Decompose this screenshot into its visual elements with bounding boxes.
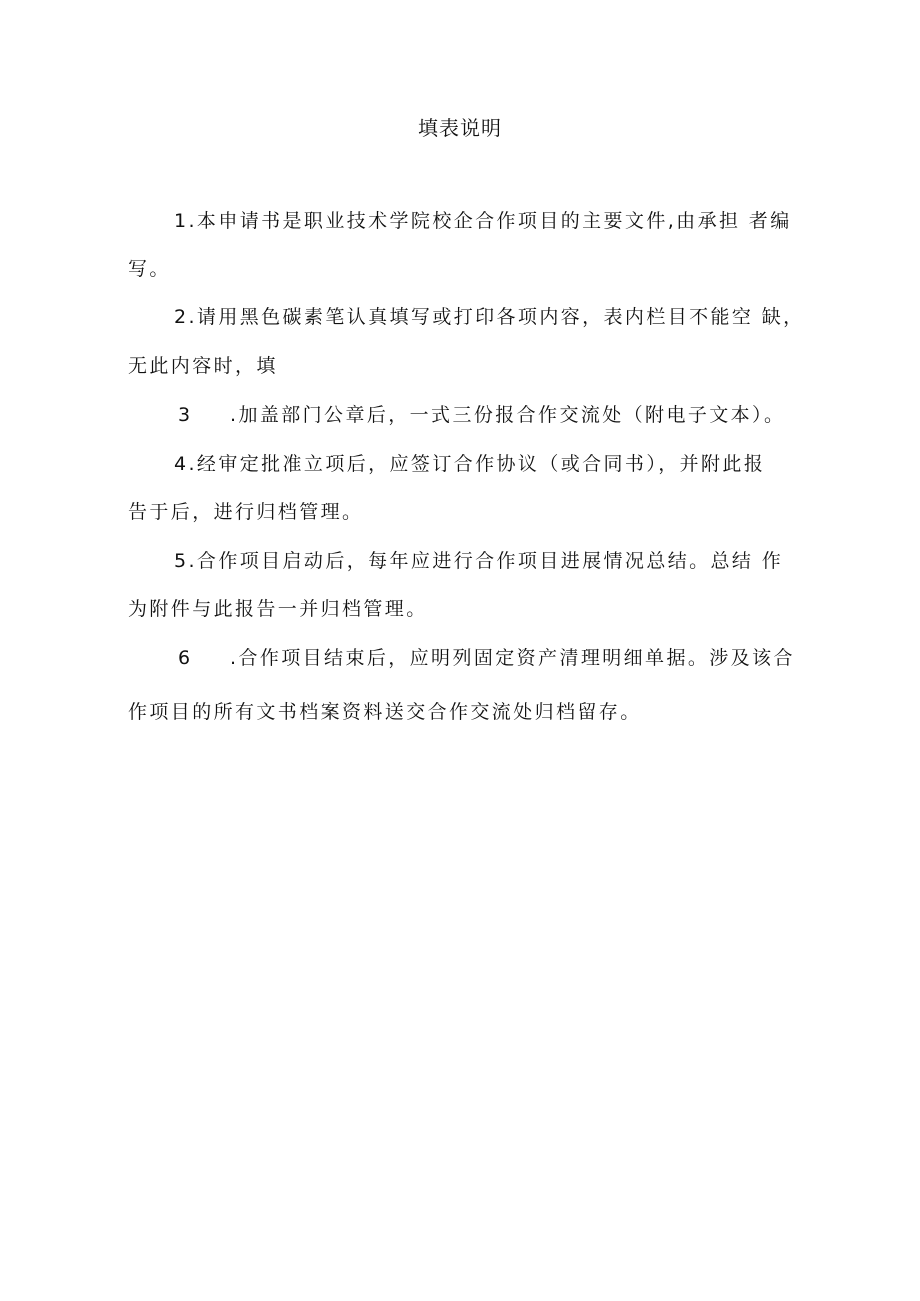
item-1-line-2: 写。 [128,258,171,280]
item-2-line-2: 无此内容时，填 [128,355,278,377]
item-3-text: .加盖部门公章后，一式三份报合作交流处（附电子文本）。 [230,404,786,426]
item-1-line-1: 1.本申请书是职业技术学院校企合作项目的主要文件,由承担 者编 [174,210,792,232]
item-4-line-2: 告于后，进行归档管理。 [128,501,364,523]
page-title: 填表说明 [418,116,502,140]
item-6-line-2: 作项目的所有文书档案资料送交合作交流处归档留存。 [128,701,642,723]
item-6-text: .合作项目结束后，应明列固定资产清理明细单据。涉及该合 [230,647,795,669]
item-4-line-1: 4.经审定批准立项后，应签订合作协议（或合同书），并附此报 [174,453,766,475]
item-5-line-2: 为附件与此报告一并归档管理。 [128,598,428,620]
item-2-line-1: 2.请用黑色碳素笔认真填写或打印各项内容，表内栏目不能空 缺， [174,306,805,328]
item-5-line-1: 5.合作项目启动后，每年应进行合作项目进展情况总结。总结 作 [174,550,784,572]
item-3-number: 3 [178,404,193,426]
item-6-number: 6 [178,647,193,669]
